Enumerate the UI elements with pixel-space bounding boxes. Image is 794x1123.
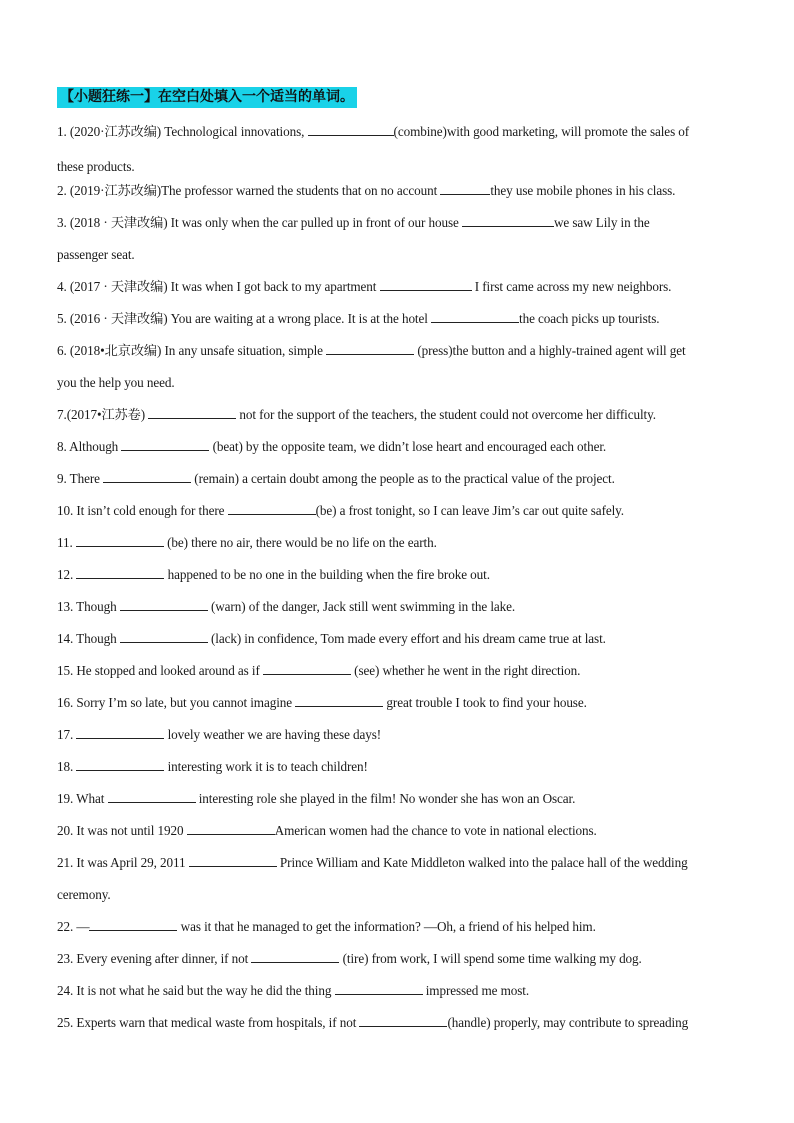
question-8: 8. Although (beat) by the opposite team, we didn’t lose heart and encouraged each other. bbox=[57, 439, 607, 454]
question-6: 6. (2018•北京改编) In any unsafe situation, simple (press)the button and a highly-trained agent will get bbox=[57, 343, 686, 358]
answer-blank[interactable] bbox=[295, 695, 383, 707]
answer-blank[interactable] bbox=[76, 727, 164, 739]
answer-blank[interactable] bbox=[148, 407, 236, 419]
question-1-continued: these products. bbox=[57, 159, 135, 174]
section-heading: 【小题狂练一】在空白处填入一个适当的单词。 bbox=[57, 87, 357, 108]
question-13: 13. Though (warn) of the danger, Jack still went swimming in the lake. bbox=[57, 599, 516, 614]
answer-blank[interactable] bbox=[462, 215, 554, 227]
answer-blank[interactable] bbox=[228, 503, 316, 515]
question-17: 17. lovely weather we are having these days! bbox=[57, 727, 382, 742]
answer-blank[interactable] bbox=[121, 439, 209, 451]
answer-blank[interactable] bbox=[76, 567, 164, 579]
question-4: 4. (2017 · 天津改编) It was when I got back to my apartment I first came across my new neighbors. bbox=[57, 279, 672, 294]
answer-blank[interactable] bbox=[431, 311, 519, 323]
answer-blank[interactable] bbox=[120, 599, 208, 611]
question-14: 14. Though (lack) in confidence, Tom made every effort and his dream came true at last. bbox=[57, 631, 606, 646]
answer-blank[interactable] bbox=[187, 823, 275, 835]
answer-blank[interactable] bbox=[108, 791, 196, 803]
question-3-continued: passenger seat. bbox=[57, 247, 135, 262]
answer-blank[interactable] bbox=[120, 631, 208, 643]
question-7: 7.(2017•江苏卷) not for the support of the teachers, the student could not overcome her difficulty. bbox=[57, 407, 656, 422]
answer-blank[interactable] bbox=[103, 471, 191, 483]
question-9: 9. There (remain) a certain doubt among the people as to the practical value of the project. bbox=[57, 471, 615, 486]
question-18: 18. interesting work it is to teach children! bbox=[57, 759, 368, 774]
question-19: 19. What interesting role she played in the film! No wonder she has won an Oscar. bbox=[57, 791, 576, 806]
answer-blank[interactable] bbox=[76, 759, 164, 771]
question-21-continued: ceremony. bbox=[57, 887, 111, 902]
question-5: 5. (2016 · 天津改编) You are waiting at a wrong place. It is at the hotel the coach picks up tourists. bbox=[57, 311, 660, 326]
question-1: 1. (2020·江苏改编) Technological innovations, (combine)with good marketing, will promote the sales of bbox=[57, 124, 690, 139]
question-23: 23. Every evening after dinner, if not (tire) from work, I will spend some time walking my dog. bbox=[57, 951, 642, 966]
answer-blank[interactable] bbox=[76, 535, 164, 547]
question-10: 10. It isn’t cold enough for there (be) a frost tonight, so I can leave Jim’s car out quite safely. bbox=[57, 503, 625, 518]
question-22: 22. — was it that he managed to get the information? —Oh, a friend of his helped him. bbox=[57, 919, 596, 934]
question-12: 12. happened to be no one in the building when the fire broke out. bbox=[57, 567, 490, 582]
question-3: 3. (2018 · 天津改编) It was only when the car pulled up in front of our house we saw Lily in the bbox=[57, 215, 650, 230]
answer-blank[interactable] bbox=[335, 983, 423, 995]
question-6-continued: you the help you need. bbox=[57, 375, 175, 390]
answer-blank[interactable] bbox=[263, 663, 351, 675]
answer-blank[interactable] bbox=[89, 919, 177, 931]
answer-blank[interactable] bbox=[189, 855, 277, 867]
answer-blank[interactable] bbox=[308, 124, 394, 136]
question-2: 2. (2019·江苏改编)The professor warned the students that on no account they use mobile phones in his class. bbox=[57, 183, 676, 198]
question-16: 16. Sorry I’m so late, but you cannot imagine great trouble I took to find your house. bbox=[57, 695, 587, 710]
answer-blank[interactable] bbox=[440, 183, 490, 195]
question-20: 20. It was not until 1920 American women had the chance to vote in national elections. bbox=[57, 823, 597, 838]
answer-blank[interactable] bbox=[380, 279, 472, 291]
answer-blank[interactable] bbox=[326, 343, 414, 355]
question-11: 11. (be) there no air, there would be no life on the earth. bbox=[57, 535, 437, 550]
answer-blank[interactable] bbox=[359, 1015, 447, 1027]
answer-blank[interactable] bbox=[251, 951, 339, 963]
question-25: 25. Experts warn that medical waste from hospitals, if not (handle) properly, may contribute to spreading bbox=[57, 1015, 689, 1030]
question-24: 24. It is not what he said but the way he did the thing impressed me most. bbox=[57, 983, 530, 998]
question-21: 21. It was April 29, 2011 Prince William and Kate Middleton walked into the palace hall of the wedding bbox=[57, 855, 688, 870]
question-15: 15. He stopped and looked around as if (see) whether he went in the right direction. bbox=[57, 663, 581, 678]
